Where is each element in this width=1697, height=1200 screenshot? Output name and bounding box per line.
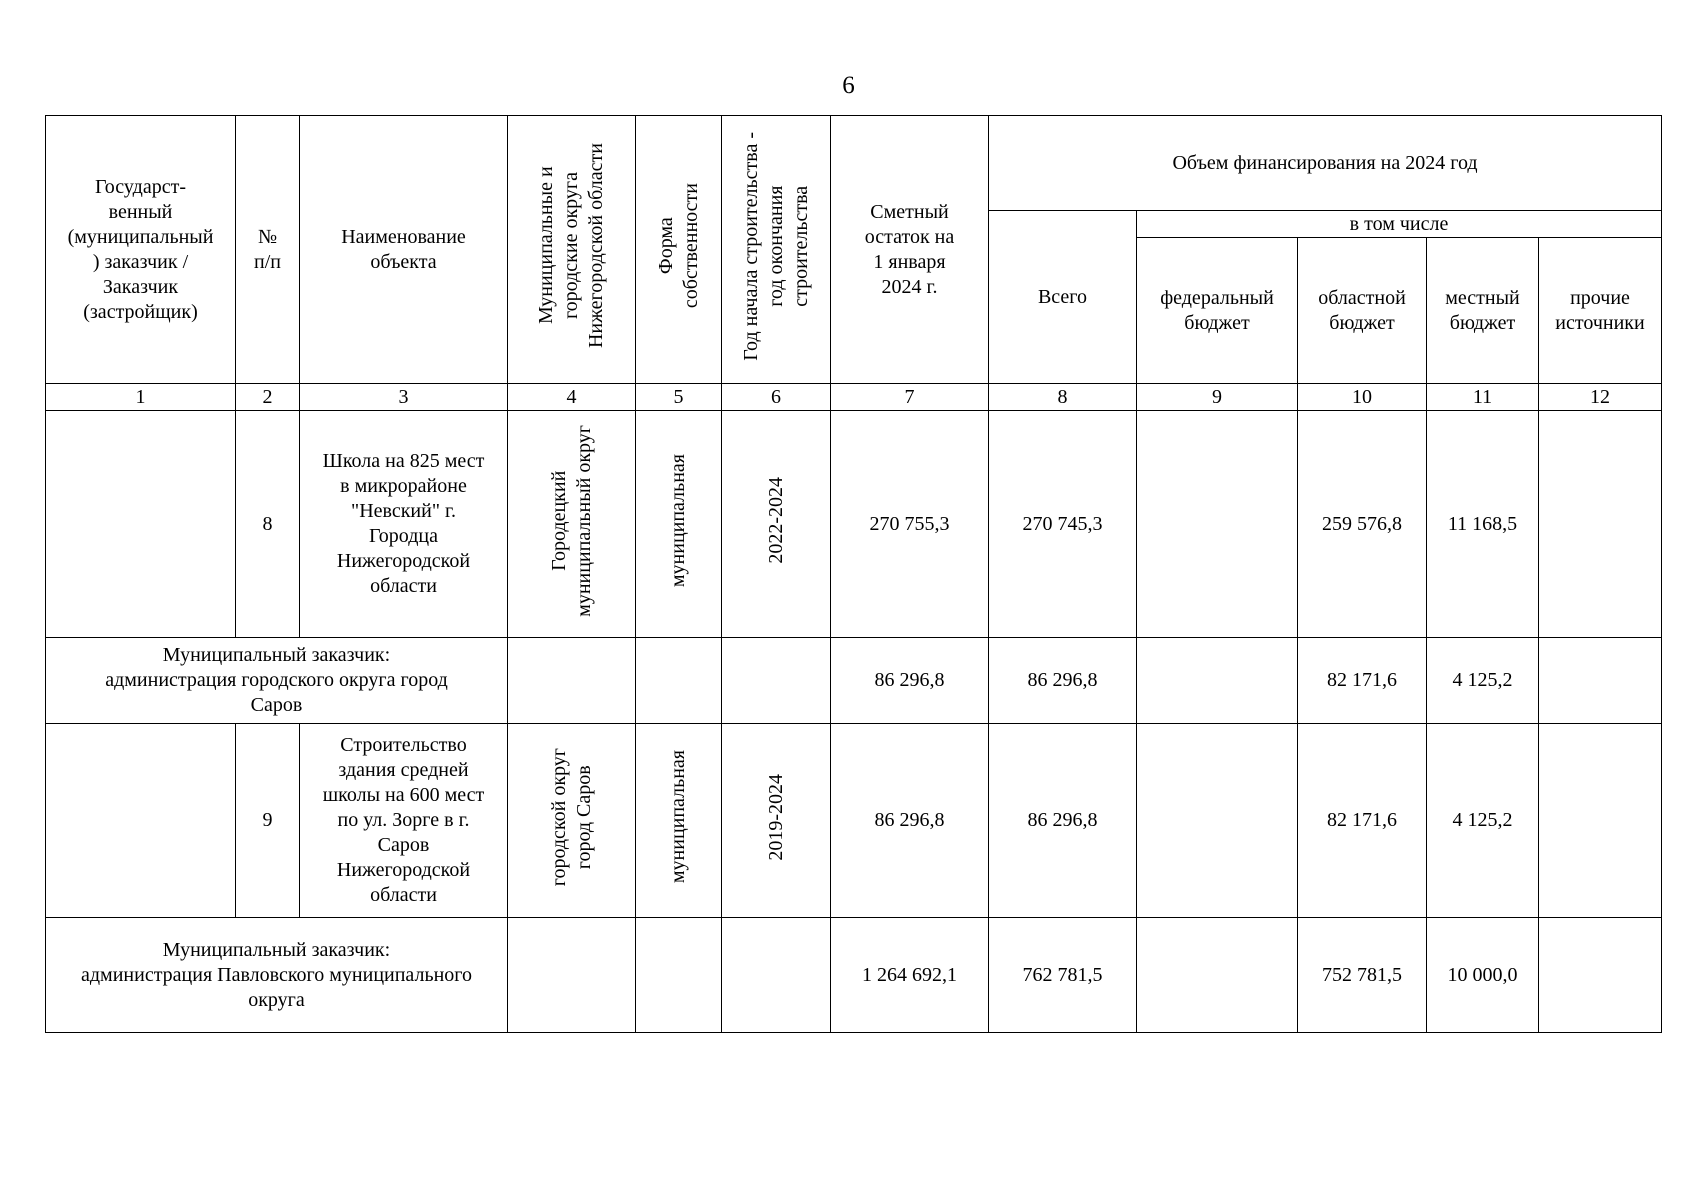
estimate-value: 270 755,3 <box>831 411 989 638</box>
estimate-value: 86 296,8 <box>831 638 989 724</box>
district-cell <box>508 411 636 638</box>
district-cell <box>508 724 636 918</box>
header-regional: областной бюджет <box>1298 238 1427 384</box>
ownership-cell <box>636 411 722 638</box>
header-local: местный бюджет <box>1427 238 1539 384</box>
header-districts-cell <box>508 116 636 384</box>
district: Городецкий муниципальный округ <box>547 424 595 617</box>
column-number: 7 <box>831 384 989 411</box>
years: 2022-2024 <box>764 477 787 564</box>
customer-cell <box>46 724 236 918</box>
header-customer: Государст- венный (муниципальный ) заказчик / Заказчик (застройщик) <box>46 116 236 384</box>
header-total: Всего <box>989 211 1137 384</box>
other-value <box>1539 411 1662 638</box>
header-estimate: Сметный остаток на 1 января 2024 г. <box>831 116 989 384</box>
empty-cell <box>508 638 636 724</box>
column-number: 3 <box>300 384 508 411</box>
ownership-cell <box>636 724 722 918</box>
header-row-1 <box>46 116 1662 211</box>
other-value <box>1539 724 1662 918</box>
local-value: 11 168,5 <box>1427 411 1539 638</box>
total-value: 86 296,8 <box>989 638 1137 724</box>
column-numbers-row <box>46 384 1662 411</box>
customer-name: Муниципальный заказчик: администрация городского округа город Саров <box>46 638 508 724</box>
local-value: 4 125,2 <box>1427 638 1539 724</box>
header-other: прочие источники <box>1539 238 1662 384</box>
years-cell <box>722 411 831 638</box>
column-number: 4 <box>508 384 636 411</box>
regional-value: 752 781,5 <box>1298 918 1427 1033</box>
federal-value <box>1137 918 1298 1033</box>
column-number: 9 <box>1137 384 1298 411</box>
regional-value: 259 576,8 <box>1298 411 1427 638</box>
page-number: 6 <box>842 72 855 99</box>
row-number: 8 <box>236 411 300 638</box>
federal-value <box>1137 724 1298 918</box>
empty-cell <box>508 918 636 1033</box>
customer-row <box>46 918 1662 1033</box>
district: городской округ город Саров <box>547 747 595 887</box>
ownership: муниципальная <box>667 750 689 884</box>
column-number: 6 <box>722 384 831 411</box>
column-number: 12 <box>1539 384 1662 411</box>
column-number: 5 <box>636 384 722 411</box>
table-row <box>46 411 1662 638</box>
regional-value: 82 171,6 <box>1298 724 1427 918</box>
total-value: 762 781,5 <box>989 918 1137 1033</box>
local-value: 10 000,0 <box>1427 918 1539 1033</box>
header-object-name: Наименование объекта <box>300 116 508 384</box>
estimate-value: 86 296,8 <box>831 724 989 918</box>
total-value: 86 296,8 <box>989 724 1137 918</box>
customer-row <box>46 638 1662 724</box>
empty-cell <box>636 638 722 724</box>
column-number: 11 <box>1427 384 1539 411</box>
empty-cell <box>722 918 831 1033</box>
ownership: муниципальная <box>667 453 689 588</box>
row-number: 9 <box>236 724 300 918</box>
header-financing: Объем финансирования на 2024 год <box>989 116 1662 211</box>
table-row <box>46 724 1662 918</box>
header-districts: Муниципальные и городские округа Нижегородской области <box>535 143 607 349</box>
federal-value <box>1137 411 1298 638</box>
local-value: 4 125,2 <box>1427 724 1539 918</box>
other-value <box>1539 918 1662 1033</box>
header-federal: федеральный бюджет <box>1137 238 1298 384</box>
header-years-cell <box>722 116 831 384</box>
header-ownership-cell <box>636 116 722 384</box>
customer-name: Муниципальный заказчик: администрация Павловского муниципального округа <box>46 918 508 1033</box>
regional-value: 82 171,6 <box>1298 638 1427 724</box>
empty-cell <box>722 638 831 724</box>
object-name: Школа на 825 мест в микрорайоне "Невский" г. Городца Нижегородской области <box>300 411 508 638</box>
column-number: 10 <box>1298 384 1427 411</box>
years-cell <box>722 724 831 918</box>
header-ownership: Форма собственности <box>654 183 702 309</box>
object-name: Строительство здания средней школы на 600 мест по ул. Зорге в г. Саров Нижегородской области <box>300 724 508 918</box>
financing-table <box>45 115 1662 1033</box>
column-number: 8 <box>989 384 1137 411</box>
column-number: 1 <box>46 384 236 411</box>
column-number: 2 <box>236 384 300 411</box>
other-value <box>1539 638 1662 724</box>
header-including: в том числе <box>1137 211 1662 238</box>
header-years: Год начала строительства - год окончания строительства <box>739 131 812 361</box>
customer-cell <box>46 411 236 638</box>
empty-cell <box>636 918 722 1033</box>
years: 2019-2024 <box>764 773 787 861</box>
federal-value <box>1137 638 1298 724</box>
header-number: № п/п <box>236 116 300 384</box>
total-value: 270 745,3 <box>989 411 1137 638</box>
estimate-value: 1 264 692,1 <box>831 918 989 1033</box>
